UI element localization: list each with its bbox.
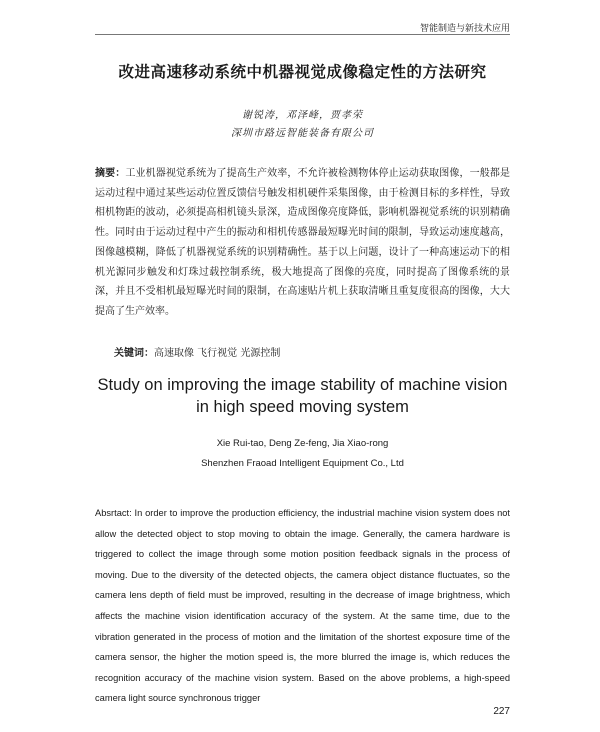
- page-number: 227: [493, 706, 510, 717]
- english-abstract: Absrtact: In order to improve the production efficiency, the industrial machine vision system does not allow the detected object to stop moving to obtain the image. Generally, the camera hardware is triggered to collect the image through some motion position feedback signals in the process of moving. Due to the diversity of the detected objects, the camera object distance fluctuates, so the camera lens depth of field must be improved, resulting in the decrease of image brightness, which affects the machine vision identification accuracy of the system. At the same time, due to the vibration generated in the process of motion and the limitation of the shortest exposure time of the camera sensor, the higher the motion speed is, the more blurred the image is, which reduces the recognition accuracy of the machine vision system. Based on the above problems, a high-speed camera light source synchronous trigger: [95, 508, 510, 704]
- chinese-abstract-text: 工业机器视觉系统为了提高生产效率，不允许被检测物体停止运动获取图像，一般都是运动过程中通过某些运动位置反馈信号触发相机硬件采集图像，由于检测目标的多样性，导致相机物距的波动，必须提高相机镜头景深，造成图像亮度降低，影响机器视觉系统的识别精确性。同时由于运动过程中产生的振动和相机传感器最短曝光时间的限制，导致运动速度越高，图像越模糊，降低了机器视觉系统的识别精确性。基于以上问题，设计了一种高速运动下的相机光源同步触发和灯珠过载控制系统，极大地提高了图像的亮度，同时提高了图像系统的景深，并且不受相机最短曝光时间的限制，在高速贴片机上获取清晰且重复度很高的图像，大大提高了生产效率。: [95, 168, 510, 317]
- chinese-keywords-label: 关键词：: [114, 348, 154, 359]
- chinese-keywords-text: 高速取像 飞行视觉 光源控制: [154, 348, 281, 359]
- chinese-title: 改进高速移动系统中机器视觉成像稳定性的方法研究: [118, 63, 487, 81]
- english-title: Study on improving the image stability of machine vision in high speed moving system: [97, 376, 508, 416]
- header-rule: [95, 34, 510, 35]
- english-affiliation: Shenzhen Fraoad Intelligent Equipment Co., Ltd: [201, 458, 404, 469]
- chinese-abstract-label: 摘要：: [95, 168, 126, 179]
- running-head: 智能制造与新技术应用: [419, 24, 510, 34]
- english-authors: Xie Rui-tao, Deng Ze-feng, Jia Xiao-rong: [216, 438, 389, 449]
- chinese-abstract: [95, 164, 510, 322]
- chinese-authors: 谢锐涛，邓泽峰，贾孝荣: [242, 110, 363, 121]
- chinese-keywords: [114, 344, 510, 359]
- chinese-affiliation: 深圳市路远智能装备有限公司: [231, 128, 374, 139]
